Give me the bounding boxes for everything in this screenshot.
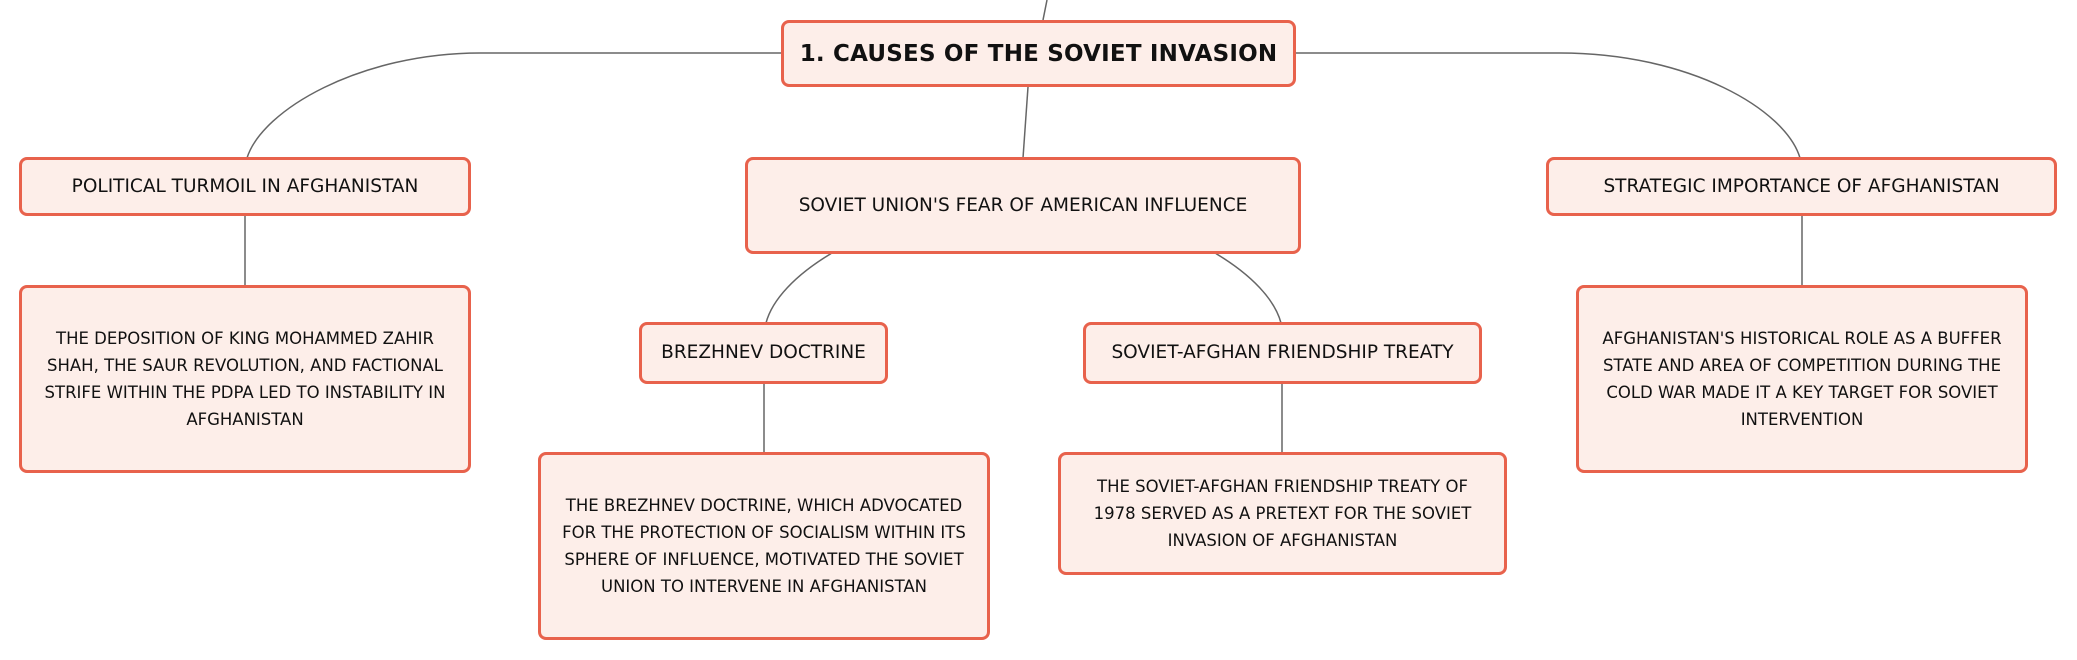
subtopic-title: SOVIET-AFGHAN FRIENDSHIP TREATY	[1111, 342, 1454, 363]
connector-root-to-fear-of-american-influence	[1023, 87, 1028, 158]
subtopic-friendship-treaty[interactable]	[1083, 322, 1482, 384]
topic-title: STRATEGIC IMPORTANCE OF AFGHANISTAN	[1603, 175, 2000, 197]
root-topic-title: 1. CAUSES OF THE SOVIET INVASION	[799, 40, 1278, 67]
detail-friendship-treaty[interactable]	[1058, 452, 1507, 575]
topic-title: SOVIET UNION'S FEAR OF AMERICAN INFLUENCE	[798, 194, 1248, 216]
connector-fear-to-friendship-treaty	[1215, 253, 1281, 323]
detail-political-turmoil[interactable]	[19, 285, 471, 473]
detail-text: THE DEPOSITION OF KING MOHAMMED ZAHIR SHAH, THE SAUR REVOLUTION, AND FACTIONAL STRIFE WITHIN THE PDPA LED TO INSTABILITY IN AFGHANISTAN	[44, 329, 446, 429]
topic-political-turmoil[interactable]	[19, 157, 471, 216]
root-topic[interactable]	[781, 20, 1296, 87]
connector-root-to-political-turmoil	[247, 53, 782, 158]
topic-strategic-importance[interactable]	[1546, 157, 2057, 216]
detail-text: AFGHANISTAN'S HISTORICAL ROLE AS A BUFFER STATE AND AREA OF COMPETITION DURING THE COLD WAR MADE IT A KEY TARGET FOR SOVIET INTERVENTION	[1602, 329, 2002, 429]
detail-text: THE SOVIET-AFGHAN FRIENDSHIP TREATY OF 1978 SERVED AS A PRETEXT FOR THE SOVIET INVASION OF AFGHANISTAN	[1093, 477, 1472, 550]
detail-strategic-importance[interactable]	[1576, 285, 2028, 473]
connector-fear-to-brezhnev-doctrine	[766, 253, 832, 323]
topic-fear-of-american-influence[interactable]	[745, 157, 1301, 254]
detail-text: THE BREZHNEV DOCTRINE, WHICH ADVOCATED FOR THE PROTECTION OF SOCIALISM WITHIN ITS SPHERE OF INFLUENCE, MOTIVATED THE SOVIET UNION TO INTERVENE IN AFGHANISTAN	[562, 496, 966, 596]
detail-brezhnev-doctrine[interactable]	[538, 452, 990, 640]
connector-to-parent	[1043, 0, 1047, 20]
subtopic-brezhnev-doctrine[interactable]	[639, 322, 888, 384]
subtopic-title: BREZHNEV DOCTRINE	[661, 342, 866, 363]
connector-root-to-strategic-importance	[1295, 53, 1800, 158]
topic-title: POLITICAL TURMOIL IN AFGHANISTAN	[71, 175, 419, 197]
